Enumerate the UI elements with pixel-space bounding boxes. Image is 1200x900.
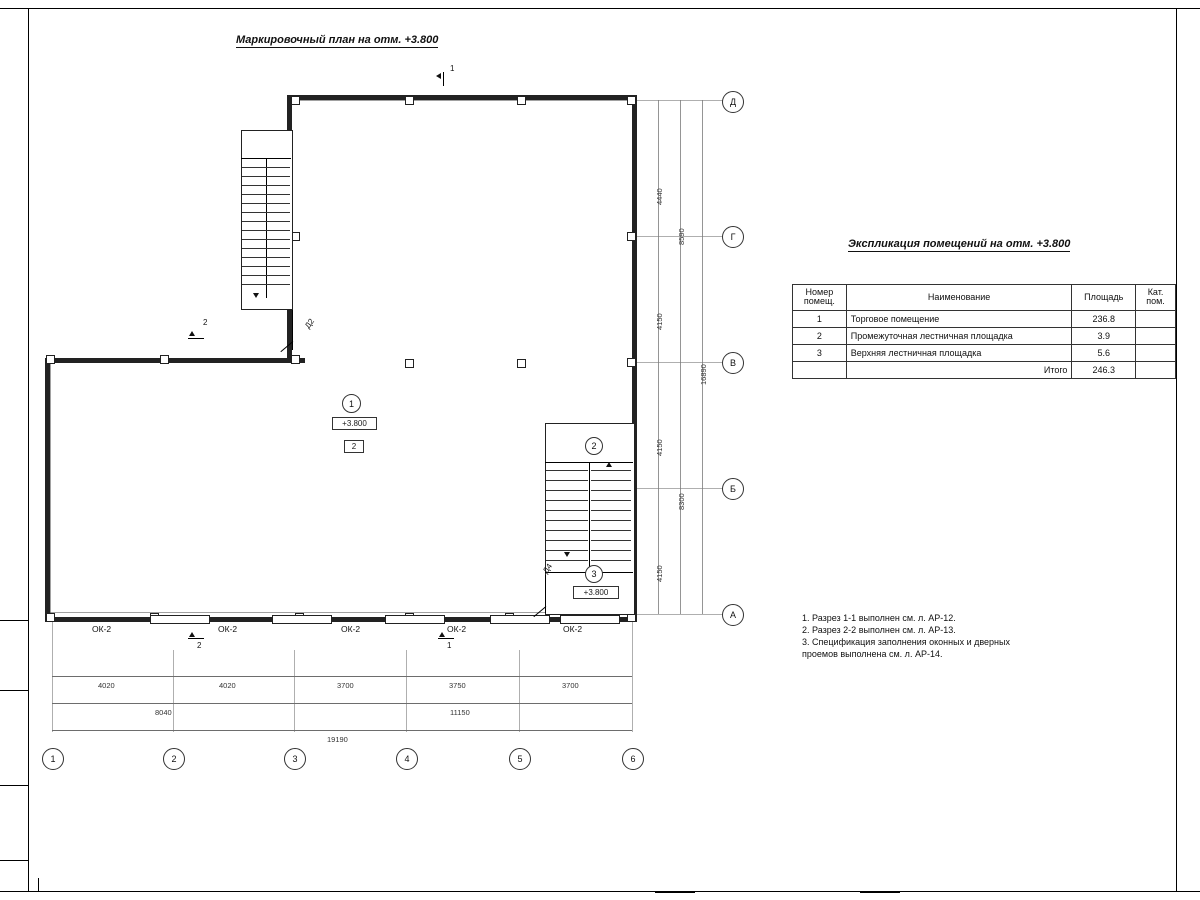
stair-tread <box>591 500 631 501</box>
window-mark-ok2-2: ОК-2 <box>218 624 238 634</box>
column-marker <box>291 355 300 364</box>
stair-tread <box>546 490 588 491</box>
stair-tread <box>591 530 631 531</box>
stair-tread <box>242 203 290 204</box>
door-jamb <box>292 310 293 350</box>
frame-bottom-border <box>0 891 1200 892</box>
plan-title: Маркировочный план на отм. +3.800 <box>236 34 439 46</box>
left-stub-line-2 <box>0 690 28 691</box>
extension-line-v <box>294 650 295 732</box>
section-mark-line-bottom-left <box>188 638 204 639</box>
stair-tread <box>591 560 631 561</box>
window-mark-ok2-5: ОК-2 <box>563 624 583 634</box>
dim-chain-bottom-1 <box>52 676 632 677</box>
dim-bottom-19190: 19190 <box>327 735 348 744</box>
dim-chain-right-2 <box>680 100 681 614</box>
axis-bubble-d: Д <box>722 91 744 113</box>
note-3: 3. Спецификация заполнения оконных и дверных <box>802 637 1010 648</box>
cell-area: 5.6 <box>1072 344 1136 361</box>
stair-tread <box>546 470 588 471</box>
section-mark-label-top: 1 <box>450 64 455 73</box>
dim-right-16890: 16890 <box>699 364 708 385</box>
dim-right-8300: 8300 <box>677 493 686 510</box>
stair-tread <box>546 480 588 481</box>
table-row <box>793 344 1176 361</box>
door-mark-d2: Д2 <box>303 316 317 331</box>
cell-number: 3 <box>793 344 847 361</box>
stair-tread <box>546 510 588 511</box>
stair-tread <box>242 212 290 213</box>
stair-direction-up-arrow <box>606 462 612 467</box>
stair-enclosure-upper <box>241 130 293 310</box>
section-mark-arrow-left <box>189 331 195 336</box>
window-mark-ok2-4: ОК-2 <box>447 624 467 634</box>
dim-bottom-4020-b: 4020 <box>219 681 236 690</box>
col-header-cat <box>1136 285 1176 311</box>
extension-line <box>637 488 732 489</box>
column-marker <box>627 358 636 367</box>
stair-tread <box>591 510 631 511</box>
extension-line-v <box>406 650 407 732</box>
spec-title: Экспликация помещений на отм. +3.800 <box>848 238 1071 250</box>
stair-tread <box>242 221 290 222</box>
room-tag-3-circle: 3 <box>585 565 603 583</box>
stair-tread <box>242 167 290 168</box>
stair-tread <box>546 540 588 541</box>
cell-total-label: Итого <box>846 361 1072 378</box>
axis-bubble-g: Г <box>722 226 744 248</box>
dim-chain-right-3 <box>702 100 703 614</box>
column-interior <box>517 359 526 368</box>
col-header-area: Площадь <box>1072 285 1136 311</box>
section-mark-label-left: 2 <box>203 318 208 327</box>
col-header-name: Наименование <box>846 285 1072 311</box>
stair-tread <box>591 550 631 551</box>
axis-bubble-6: 6 <box>622 748 644 770</box>
stair-tread <box>591 480 631 481</box>
window-opening <box>560 615 620 624</box>
stair-center-line-lower <box>589 462 590 572</box>
stair-tread <box>242 230 290 231</box>
cell-name: Промежуточная лестничная площадка <box>846 327 1072 344</box>
cell-number: 2 <box>793 327 847 344</box>
titleblock-tick-3 <box>860 891 900 893</box>
stair-tread <box>591 490 631 491</box>
cell-cat <box>1136 344 1176 361</box>
col-header-number-line1: Номер <box>805 287 834 297</box>
notes-block <box>802 612 1010 661</box>
column-interior <box>405 359 414 368</box>
dim-bottom-3700-a: 3700 <box>337 681 354 690</box>
axis-bubble-1: 1 <box>42 748 64 770</box>
section-mark-arrow-top <box>436 73 441 79</box>
dim-bottom-3700-b: 3700 <box>562 681 579 690</box>
stair-tread <box>546 560 588 561</box>
extension-line-v <box>519 650 520 732</box>
left-stub-line-4 <box>0 860 28 861</box>
stair-tread <box>242 257 290 258</box>
axis-bubble-v: В <box>722 352 744 374</box>
stair-tread <box>591 540 631 541</box>
section-mark-line-left <box>188 338 204 339</box>
dim-chain-bottom-2 <box>52 703 632 704</box>
door-mark-d4: Д4 <box>541 561 555 576</box>
section-mark-label-bottom-left: 2 <box>197 641 202 650</box>
axis-bubble-5: 5 <box>509 748 531 770</box>
cell-cat <box>1136 327 1176 344</box>
dim-right-4150-b: 4150 <box>655 439 664 456</box>
cell-name: Верхняя лестничная площадка <box>846 344 1072 361</box>
cell-cat <box>1136 310 1176 327</box>
column-marker <box>405 96 414 105</box>
titleblock-tick-2 <box>655 891 695 893</box>
dim-chain-bottom-3 <box>52 730 632 731</box>
section-mark-line-bottom-center <box>438 638 454 639</box>
stair-tread <box>242 275 290 276</box>
axis-bubble-a: А <box>722 604 744 626</box>
column-marker <box>627 96 636 105</box>
cell-total-empty <box>793 361 847 378</box>
cell-area: 3.9 <box>1072 327 1136 344</box>
col-header-number <box>793 285 847 311</box>
window-opening <box>272 615 332 624</box>
room-tag-1-level: +3.800 <box>332 417 377 430</box>
wall-inner-line-top <box>292 100 632 101</box>
stair-direction-down-arrow-lower <box>564 552 570 557</box>
cell-area: 236.8 <box>1072 310 1136 327</box>
note-1: 1. Разрез 1-1 выполнен см. л. АР-12. <box>802 613 956 623</box>
column-marker <box>627 232 636 241</box>
column-marker <box>46 355 55 364</box>
note-2: 2. Разрез 2-2 выполнен см. л. АР-13. <box>802 625 956 636</box>
frame-left-border <box>28 8 29 892</box>
dim-chain-right-1 <box>658 100 659 614</box>
stair-tread <box>546 530 588 531</box>
room-tag-1-section: 2 <box>344 440 364 453</box>
table-row <box>793 310 1176 327</box>
axis-bubble-4: 4 <box>396 748 418 770</box>
col-header-cat-line2: пом. <box>1146 296 1165 307</box>
dim-right-4440: 4440 <box>655 188 664 205</box>
stair-tread <box>591 470 631 471</box>
section-mark-line-top <box>443 72 444 86</box>
left-stub-line-3 <box>0 785 28 786</box>
column-marker <box>46 613 55 622</box>
extension-line-v <box>173 650 174 732</box>
dim-right-8590: 8590 <box>677 228 686 245</box>
room-spec-table <box>792 284 1176 379</box>
window-mark-ok2-1: ОК-2 <box>92 624 112 634</box>
table-total-row <box>793 361 1176 378</box>
column-marker <box>291 96 300 105</box>
stair-tread <box>242 248 290 249</box>
col-header-cat-line1: Кат. <box>1147 287 1164 297</box>
stair-tread <box>546 520 588 521</box>
room-tag-2-circle: 2 <box>585 437 603 455</box>
stair-center-line <box>266 158 267 298</box>
window-mark-ok2-3: ОК-2 <box>341 624 361 634</box>
cell-total-cat <box>1136 361 1176 378</box>
wall-inner-line-left <box>50 363 51 617</box>
window-opening <box>385 615 445 624</box>
window-opening <box>490 615 550 624</box>
col-header-number-line2: помещ. <box>803 296 835 307</box>
dim-bottom-11150: 11150 <box>450 708 470 717</box>
cell-name: Торговое помещение <box>846 310 1072 327</box>
axis-bubble-2: 2 <box>163 748 185 770</box>
axis-bubble-3: 3 <box>284 748 306 770</box>
note-4: проемов выполнена см. л. АР-14. <box>802 649 943 660</box>
window-opening <box>150 615 210 624</box>
cell-number: 1 <box>793 310 847 327</box>
section-mark-arrow-bottom-left <box>189 632 195 637</box>
cell-total-area: 246.3 <box>1072 361 1136 378</box>
stair-tread <box>242 284 290 285</box>
room-tag-3-level: +3.800 <box>573 586 619 599</box>
frame-right-border <box>1176 8 1177 892</box>
column-marker <box>517 96 526 105</box>
table-header-row <box>793 285 1176 311</box>
column-marker <box>160 355 169 364</box>
extension-line <box>637 100 732 101</box>
stair-tread <box>242 185 290 186</box>
stair-tread <box>546 500 588 501</box>
section-mark-label-bottom-center: 1 <box>447 641 452 650</box>
dim-right-4150-c: 4150 <box>655 565 664 582</box>
table-row <box>793 327 1176 344</box>
stair-tread <box>242 266 290 267</box>
extension-line <box>637 362 732 363</box>
dim-bottom-8040: 8040 <box>155 708 172 717</box>
room-tag-1-circle: 1 <box>342 394 361 413</box>
section-mark-arrow-bottom-center <box>439 632 445 637</box>
axis-bubble-b: Б <box>722 478 744 500</box>
dim-right-4150-a: 4150 <box>655 313 664 330</box>
stair-tread <box>242 194 290 195</box>
extension-line-v <box>52 622 53 732</box>
stair-tread <box>242 176 290 177</box>
dim-bottom-3750: 3750 <box>449 681 466 690</box>
extension-line-v <box>632 622 633 732</box>
extension-line <box>637 614 732 615</box>
frame-top-border <box>0 8 1200 9</box>
stair-tread <box>242 239 290 240</box>
stair-tread <box>546 550 588 551</box>
dim-bottom-4020-a: 4020 <box>98 681 115 690</box>
stair-tread <box>591 520 631 521</box>
stair-direction-down-arrow <box>253 293 259 298</box>
titleblock-tick-1 <box>38 878 39 892</box>
wall-mid-horizontal <box>45 358 305 363</box>
left-stub-line-1 <box>0 620 28 621</box>
